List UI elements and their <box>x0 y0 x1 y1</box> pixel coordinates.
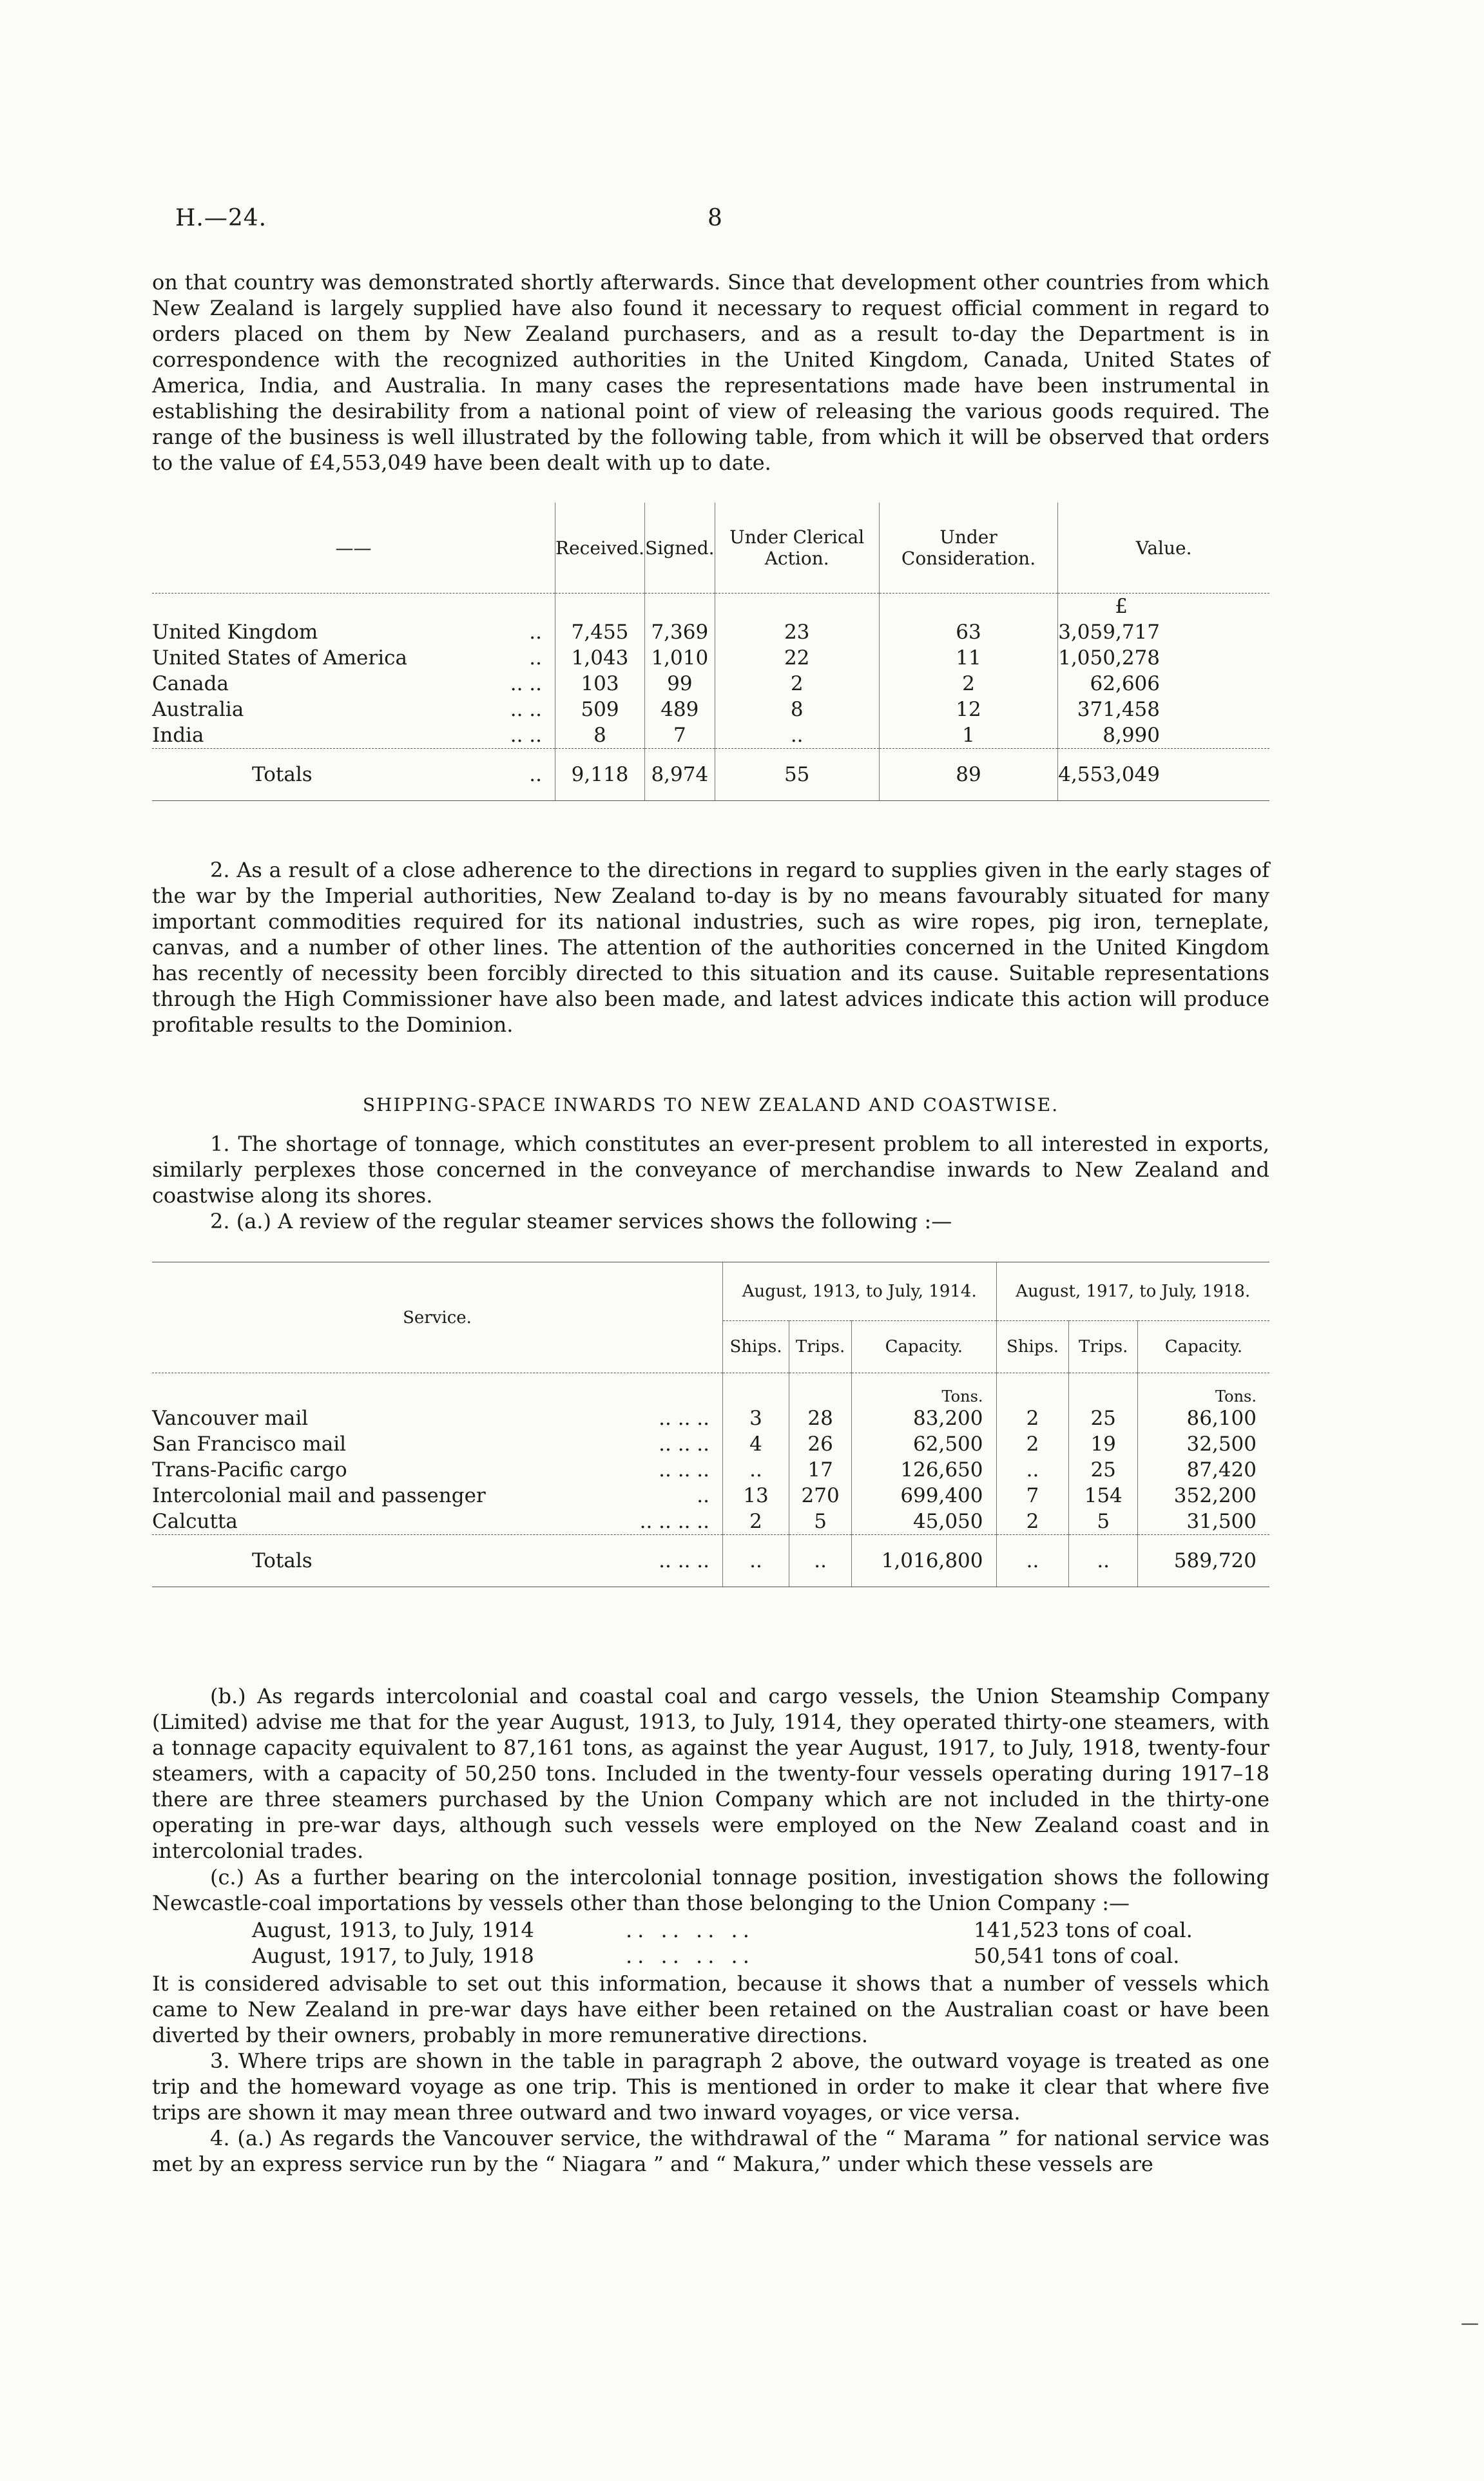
value-cell: 371,458 <box>1058 697 1269 722</box>
trips-header: Trips. <box>1069 1321 1137 1373</box>
capacity-1913-total: 1,016,800 <box>852 1535 996 1587</box>
signed-cell: 7 <box>645 722 715 749</box>
trips-1913-cell: 28 <box>789 1405 852 1431</box>
paragraph-2: 2. As a result of a close adherence to the directions in regard to supplies given in the early stages of the war by the Imperial authorities, New Zealand to-day is by no means favourably situated for many important commodities required for its national industries, such as wire ropes, pig iron, terneplate, canvas, and a number of other lines. The attention of the authorities concerned in the United Kingdom has recently of necessity been forcibly directed to this situation and its cause. Suitable representations through the High Commissioner have also been made, and latest advices indicate this action will produce profitable results to the Dominion. <box>152 858 1269 1037</box>
paragraph-after-coal: It is considered advisable to set out this information, because it shows that a number of vessels which came to New Zealand in pre-war days have either been retained on the Australian coast or have been diverted by their owners, probably in more remunerative directions. <box>152 1971 1269 2047</box>
trips-header: Trips. <box>789 1321 852 1373</box>
trips-1917-cell: 25 <box>1069 1457 1137 1483</box>
table-row <box>152 722 1269 749</box>
ships-1913-cell: 2 <box>723 1509 789 1535</box>
leader-dots: .. .. .. <box>659 1458 709 1482</box>
leader-dots: .. .. <box>510 724 542 747</box>
clerical-cell: .. <box>715 722 879 749</box>
leader-dots: .. .. .. .. <box>626 1944 755 1968</box>
coal-tonnage: 141,523 tons of coal. <box>974 1918 1193 1942</box>
signed-total: 8,974 <box>645 749 715 801</box>
orders-table <box>152 503 1269 801</box>
trips-1917-cell: 19 <box>1069 1431 1137 1457</box>
margin-mark: — <box>1461 2312 1479 2333</box>
tons-unit: Tons. <box>1137 1373 1269 1406</box>
received-cell: 8 <box>555 722 645 749</box>
leader-dots: .. .. .. <box>659 1433 709 1456</box>
capacity-1917-total: 589,720 <box>1137 1535 1269 1587</box>
table-row <box>152 1431 1269 1457</box>
leader-dots: .. .. .. <box>659 1549 709 1572</box>
trips-1917-total: .. <box>1069 1535 1137 1587</box>
signed-cell: 7,369 <box>645 619 715 645</box>
trips-1913-cell: 26 <box>789 1431 852 1457</box>
coal-importations <box>152 1917 1269 1969</box>
signed-header: Signed. <box>645 503 715 594</box>
value-header: Value. <box>1058 503 1269 594</box>
ships-1913-cell: 3 <box>723 1405 789 1431</box>
section-heading: SHIPPING-SPACE INWARDS TO NEW ZEALAND AND COASTWISE. <box>362 1094 1059 1115</box>
capacity-1917-cell: 32,500 <box>1137 1431 1269 1457</box>
tons-unit: Tons. <box>852 1373 996 1406</box>
capacity-1913-cell: 45,050 <box>852 1509 996 1535</box>
coal-row <box>152 1943 1269 1969</box>
value-cell: 1,050,278 <box>1058 645 1269 671</box>
trips-1917-cell: 154 <box>1069 1483 1137 1509</box>
page-number: 8 <box>708 205 723 231</box>
trips-1913-cell: 270 <box>789 1483 852 1509</box>
ships-1917-cell: 2 <box>996 1431 1069 1457</box>
country-name: United Kingdom <box>152 621 318 644</box>
series-reference: H.—24. <box>175 205 267 231</box>
ships-1917-cell: 2 <box>996 1405 1069 1431</box>
leader-dots: .. .. .. .. <box>626 1918 755 1942</box>
received-cell: 7,455 <box>555 619 645 645</box>
capacity-1913-cell: 83,200 <box>852 1405 996 1431</box>
totals-row <box>152 749 1269 801</box>
trips-1913-cell: 5 <box>789 1509 852 1535</box>
totals-label: Totals <box>252 763 313 786</box>
coal-row <box>152 1917 1269 1943</box>
received-cell: 1,043 <box>555 645 645 671</box>
paragraph-2b: (b.) As regards intercolonial and coastal coal and cargo vessels, the Union Steamship Company (Limited) advise me that for the year August, 1913, to July, 1914, they operated thirty-one steamers, with a tonnage capacity equivalent to 87,161 tons, as against the year August, 1917, to July, 1918, twenty-four steamers, with a capacity of 50,250 tons. Included in the twenty-four vessels operating during 1917–18 there are three steamers purchased by the Union Company which are not included in the thirty-one operating in pre-war days, although such vessels were employed on the New Zealand coast and in intercolonial trades. <box>152 1684 1269 1863</box>
blank-header: —— <box>152 503 555 594</box>
consideration-total: 89 <box>879 749 1057 801</box>
ships-1913-cell: 4 <box>723 1431 789 1457</box>
capacity-header: Capacity. <box>1137 1321 1269 1373</box>
table-row <box>152 1483 1269 1509</box>
country-name: Australia <box>152 698 244 721</box>
paragraph-2c: (c.) As a further bearing on the intercolonial tonnage position, investigation shows the following Newcastle-coal importations by vessels other than those belonging to the Union Company :— <box>152 1865 1269 1915</box>
received-cell: 103 <box>555 671 645 697</box>
consideration-cell: 2 <box>879 671 1057 697</box>
value-total: 4,553,049 <box>1058 749 1269 801</box>
received-header: Received. <box>555 503 645 594</box>
service-header: Service. <box>403 1308 472 1327</box>
table-row <box>152 1405 1269 1431</box>
coal-period: August, 1917, to July, 1918 <box>252 1944 534 1968</box>
steamer-services-table <box>152 1262 1269 1587</box>
period-1913-header: August, 1913, to July, 1914. <box>723 1262 997 1321</box>
ships-1917-cell: 2 <box>996 1509 1069 1535</box>
ships-header: Ships. <box>996 1321 1069 1373</box>
ships-1913-cell: .. <box>723 1457 789 1483</box>
ships-header: Ships. <box>723 1321 789 1373</box>
trips-1913-total: .. <box>789 1535 852 1587</box>
table-row <box>152 645 1269 671</box>
paragraph-3: 3. Where trips are shown in the table in paragraph 2 above, the outward voyage is treated as one trip and the homeward voyage as one trip. This is mentioned in order to make it clear that where five trips are shown it may mean three outward and two inward voyages, or vice versa. <box>152 2049 1269 2125</box>
consideration-header: Under Consideration. <box>879 503 1057 594</box>
table-row <box>152 1457 1269 1483</box>
value-cell: 8,990 <box>1058 722 1269 749</box>
country-name: Canada <box>152 672 229 695</box>
capacity-1913-cell: 62,500 <box>852 1431 996 1457</box>
signed-cell: 489 <box>645 697 715 722</box>
country-name: United States of America <box>152 646 407 670</box>
leader-dots: .. <box>697 1484 709 1507</box>
country-name: India <box>152 724 204 747</box>
leader-dots: .. <box>529 763 542 786</box>
leader-dots: .. .. .. <box>659 1407 709 1430</box>
value-unit: £ <box>1058 594 1269 620</box>
ships-1917-cell: 7 <box>996 1483 1069 1509</box>
clerical-cell: 8 <box>715 697 879 722</box>
leader-dots: .. .. <box>510 672 542 695</box>
totals-row <box>152 1535 1269 1587</box>
coal-tonnage: 50,541 tons of coal. <box>974 1944 1180 1968</box>
capacity-1913-cell: 126,650 <box>852 1457 996 1483</box>
paragraph-4a: 4. (a.) As regards the Vancouver service, the withdrawal of the “ Marama ” for national service was met by an express service run by the “ Niagara ” and “ Makura,” under which these vessels are <box>152 2126 1269 2176</box>
capacity-header: Capacity. <box>852 1321 996 1373</box>
table-row <box>152 1509 1269 1535</box>
clerical-header: Under Clerical Action. <box>715 503 879 594</box>
service-name: Calcutta <box>152 1510 238 1533</box>
table-row <box>152 671 1269 697</box>
consideration-cell: 63 <box>879 619 1057 645</box>
ships-1913-cell: 13 <box>723 1483 789 1509</box>
period-1917-header: August, 1917, to July, 1918. <box>996 1262 1269 1321</box>
consideration-cell: 11 <box>879 645 1057 671</box>
leader-dots: .. <box>529 621 542 644</box>
leader-dots: .. .. .. .. <box>639 1510 709 1533</box>
trips-1917-cell: 5 <box>1069 1509 1137 1535</box>
signed-cell: 99 <box>645 671 715 697</box>
clerical-cell: 23 <box>715 619 879 645</box>
ships-1913-total: .. <box>723 1535 789 1587</box>
consideration-cell: 1 <box>879 722 1057 749</box>
clerical-cell: 2 <box>715 671 879 697</box>
capacity-1913-cell: 699,400 <box>852 1483 996 1509</box>
ships-1917-cell: .. <box>996 1457 1069 1483</box>
trips-1913-cell: 17 <box>789 1457 852 1483</box>
shipping-paragraph-2a: 2. (a.) A review of the regular steamer services shows the following :— <box>210 1209 952 1233</box>
signed-cell: 1,010 <box>645 645 715 671</box>
table-row <box>152 619 1269 645</box>
capacity-1917-cell: 352,200 <box>1137 1483 1269 1509</box>
capacity-1917-cell: 86,100 <box>1137 1405 1269 1431</box>
coal-period: August, 1913, to July, 1914 <box>252 1918 534 1942</box>
received-cell: 509 <box>555 697 645 722</box>
received-total: 9,118 <box>555 749 645 801</box>
ships-1917-total: .. <box>996 1535 1069 1587</box>
table-row <box>152 697 1269 722</box>
leader-dots: .. .. <box>510 698 542 721</box>
trips-1917-cell: 25 <box>1069 1405 1137 1431</box>
intro-paragraph: on that country was demonstrated shortly afterwards. Since that development other countries from which New Zealand is largely supplied have also found it necessary to request official comment in regard to orders placed on them by New Zealand purchasers, and as a result to-day the Department is in correspondence with the recognized authorities in the United Kingdom, Canada, United States of America, India, and Australia. In many cases the representations made have been instrumental in establishing the desirability from a national point of view of releasing the various goods required. The range of the business is well illustrated by the following table, from which it will be observed that orders to the value of £4,553,049 have been dealt with up to date. <box>152 270 1269 475</box>
consideration-cell: 12 <box>879 697 1057 722</box>
capacity-1917-cell: 31,500 <box>1137 1509 1269 1535</box>
value-cell: 3,059,717 <box>1058 619 1269 645</box>
service-name: Vancouver mail <box>152 1407 309 1430</box>
service-name: San Francisco mail <box>152 1433 347 1456</box>
service-name: Trans-Pacific cargo <box>152 1458 347 1482</box>
clerical-cell: 22 <box>715 645 879 671</box>
totals-label: Totals <box>252 1549 313 1572</box>
value-cell: 62,606 <box>1058 671 1269 697</box>
shipping-paragraph-1: 1. The shortage of tonnage, which constitutes an ever-present problem to all interested in exports, similarly perplexes those concerned in the conveyance of merchandise inwards to New Zealand and coastwise along its shores. <box>152 1132 1269 1208</box>
leader-dots: .. <box>529 646 542 670</box>
capacity-1917-cell: 87,420 <box>1137 1457 1269 1483</box>
clerical-total: 55 <box>715 749 879 801</box>
service-name: Intercolonial mail and passenger <box>152 1484 486 1507</box>
